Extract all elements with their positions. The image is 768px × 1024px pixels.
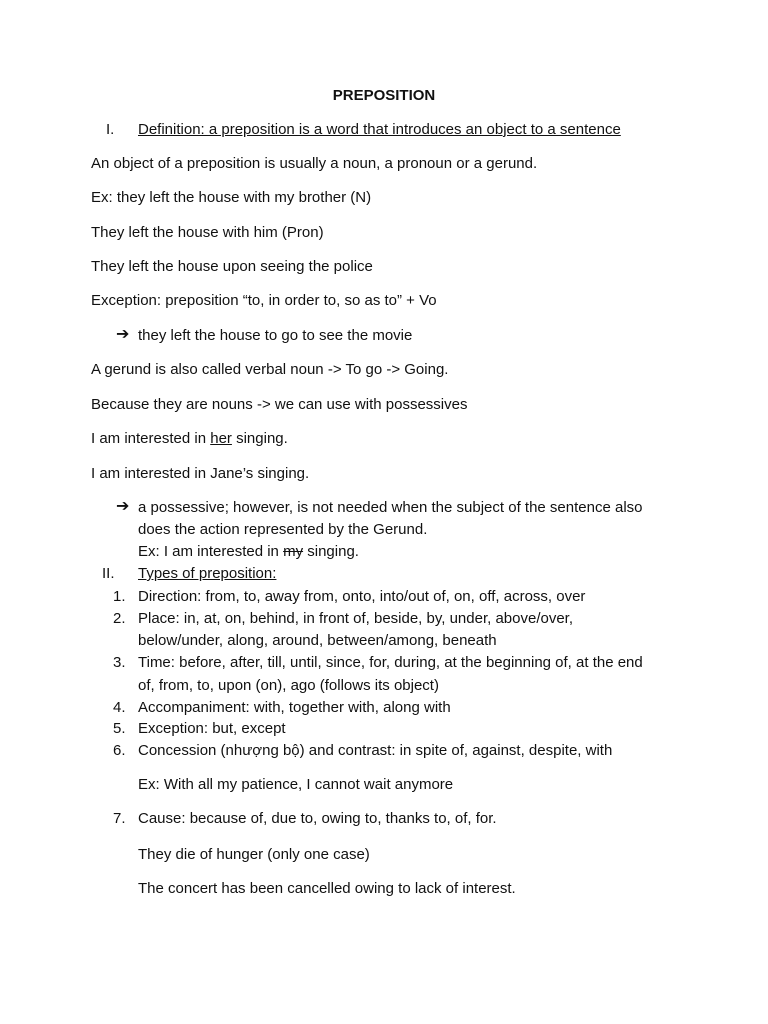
text-line: They left the house with him (Pron) (91, 224, 324, 241)
page-title: PREPOSITION (332, 87, 436, 104)
section-heading-definition: Definition: a preposition is a word that introduces an object to a sentence (138, 121, 621, 138)
arrow-icon: ➔ (116, 326, 130, 343)
section-heading-types: Types of preposition: (138, 565, 277, 582)
list-item-continued: of, from, to, upon (on), ago (follows its object) (138, 677, 439, 694)
text-line: An object of a preposition is usually a noun, a pronoun or a gerund. (91, 155, 538, 172)
section-numeral-1: I. (106, 121, 115, 138)
example-line: The concert has been cancelled owing to lack of interest. (138, 880, 516, 897)
text-line: A gerund is also called verbal noun -> To go -> Going. (91, 361, 449, 378)
text-line: they left the house to go to see the movie (138, 327, 413, 344)
list-number: 2. (113, 610, 126, 627)
section-numeral-2: II. (102, 565, 115, 582)
list-item: Exception: but, except (138, 720, 286, 737)
text-fragment: I am interested in (91, 430, 211, 447)
list-number: 1. (113, 588, 126, 605)
text-line: does the action represented by the Gerund. (138, 521, 428, 538)
text-line (138, 542, 359, 561)
list-item: Place: in, at, on, behind, in front of, beside, by, under, above/over, (138, 610, 574, 627)
text-line: Ex: they left the house with my brother (N) (91, 189, 372, 206)
arrow-icon: ➔ (116, 498, 130, 515)
text-line: Because they are nouns -> we can use with possessives (91, 396, 468, 413)
list-number: 6. (113, 742, 126, 759)
example-line: Ex: With all my patience, I cannot wait anymore (138, 776, 454, 793)
text-fragment: Ex: I am interested in (138, 543, 284, 560)
list-item: Time: before, after, till, until, since, for, during, at the beginning of, at the end (138, 654, 643, 671)
text-line: a possessive; however, is not needed when the subject of the sentence also (138, 499, 643, 516)
list-item: Direction: from, to, away from, onto, into/out of, on, off, across, over (138, 588, 586, 605)
text-line: I am interested in Jane’s singing. (91, 465, 310, 482)
list-number: 4. (113, 699, 126, 716)
list-number: 5. (113, 720, 126, 737)
example-line: They die of hunger (only one case) (138, 846, 370, 863)
text-fragment: singing. (303, 543, 359, 560)
list-item: Cause: because of, due to, owing to, thanks to, of, for. (138, 810, 497, 827)
list-item: Concession (nhượng bộ) and contrast: in spite of, against, despite, with (138, 742, 613, 759)
text-fragment: singing. (231, 430, 288, 447)
list-number: 7. (113, 810, 126, 827)
strikethrough-word: my (283, 543, 304, 560)
list-item: Accompaniment: with, together with, along with (138, 699, 451, 716)
text-line: They left the house upon seeing the police (91, 258, 373, 275)
text-line (91, 429, 288, 448)
list-item-continued: below/under, along, around, between/among, beneath (138, 632, 497, 649)
underlined-word: her (210, 430, 232, 447)
text-line: Exception: preposition “to, in order to, so as to” + Vo (91, 292, 437, 309)
list-number: 3. (113, 654, 126, 671)
